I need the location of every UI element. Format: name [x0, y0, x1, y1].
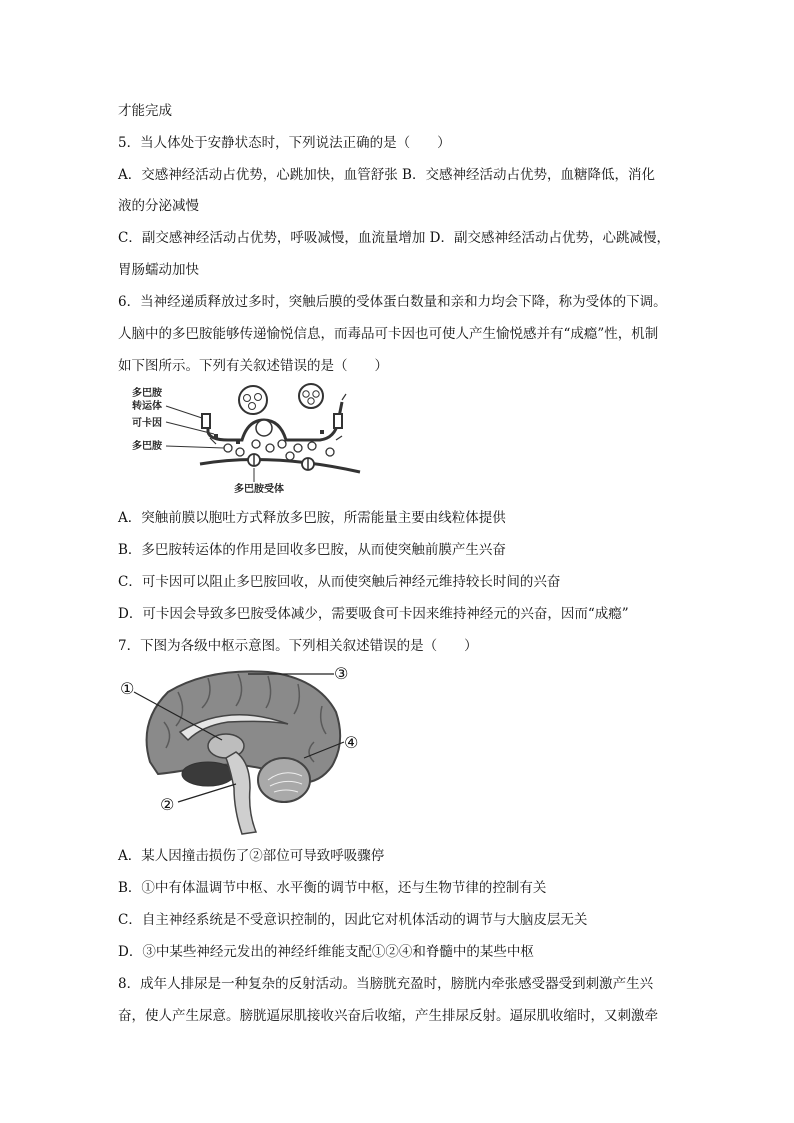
question-7-option-c: C．自主神经系统是不受意识控制的，因此它对机体活动的调节与大脑皮层无关	[118, 912, 588, 928]
brain-diagram	[118, 662, 358, 838]
question-5-option-ab-line1: A．交感神经活动占优势，心跳加快，血管舒张 B．交感神经活动占优势，血糖降低，消化	[118, 167, 655, 183]
question-6-stem-line1: 6．当神经递质释放过多时，突触后膜的受体蛋白数量和亲和力均会下降，称为受体的下调。	[118, 294, 667, 310]
marker-2: ②	[160, 795, 175, 814]
question-5-option-ab-line2: 液的分泌减慢	[118, 198, 199, 214]
question-8-stem-line2: 奋，使人产生尿意。膀胱逼尿肌接收兴奋后收缩，产生排尿反射。逼尿肌收缩时，又刺激牵	[118, 1008, 658, 1024]
marker-3: ③	[334, 664, 349, 683]
question-6-option-d: D．可卡因会导致多巴胺受体减少，需要吸食可卡因来维持神经元的兴奋，因而“成瘾”	[118, 606, 629, 622]
synapse-diagram	[130, 382, 370, 500]
question-5-option-cd-line2: 胃肠蠕动加快	[118, 262, 199, 278]
label-dopamine-receptor: 多巴胺受体	[234, 484, 284, 495]
presynaptic-membrane	[208, 402, 342, 440]
marker-4: ④	[344, 733, 358, 752]
question-5-option-cd-line1: C．副交感神经活动占优势，呼吸减慢，血流量增加 D．副交感神经活动占优势，心跳减慢，	[118, 230, 670, 246]
question-6-option-c: C．可卡因可以阻止多巴胺回收，从而使突触后神经元维持较长时间的兴奋	[118, 574, 561, 590]
label-transporter-2: 转运体	[132, 401, 162, 412]
question-7-stem: 7．下图为各级中枢示意图。下列相关叙述错误的是（ ）	[118, 638, 478, 654]
brain-figure	[118, 662, 358, 838]
question-6-option-b: B．多巴胺转运体的作用是回收多巴胺，从而使突触前膜产生兴奋	[118, 542, 506, 558]
label-cocaine: 可卡因	[132, 418, 162, 429]
transporter-left	[202, 414, 210, 428]
question-5-stem: 5．当人体处于安静状态时，下列说法正确的是（ ）	[118, 135, 451, 151]
question-6-stem-line2: 人脑中的多巴胺能够传递愉悦信息，而毒品可卡因也可使人产生愉悦感并有“成瘾”性，机制	[118, 326, 659, 342]
arrows	[210, 394, 346, 444]
cerebellum	[258, 758, 310, 802]
dopamine-receptors	[248, 454, 314, 470]
question-8-stem-line1: 8．成年人排尿是一种复杂的反射活动。当膀胱充盈时，膀胱内牵张感受器受到刺激产生兴	[118, 976, 654, 992]
transporter-right	[334, 414, 342, 428]
question-7-option-b: B．①中有体温调节中枢、水平衡的调节中枢，还与生物节律的控制有关	[118, 880, 547, 896]
question-7-option-a: A．某人因撞击损伤了②部位可导致呼吸骤停	[118, 848, 385, 864]
text-line: 才能完成	[118, 103, 172, 119]
postsynaptic-membrane	[200, 460, 360, 473]
synapse-figure	[130, 382, 370, 500]
marker-1: ①	[120, 679, 135, 698]
question-7-option-d: D．③中某些神经元发出的神经纤维能支配①②④和脊髓中的某些中枢	[118, 944, 534, 960]
question-6-option-a: A．突触前膜以胞吐方式释放多巴胺，所需能量主要由线粒体提供	[118, 510, 506, 526]
label-transporter-1: 多巴胺	[132, 388, 162, 399]
dopamine-molecules	[224, 440, 334, 460]
question-6-stem-line3: 如下图所示。下列有关叙述错误的是（ ）	[118, 358, 388, 374]
temporal-lobe	[182, 762, 234, 786]
label-dopamine: 多巴胺	[132, 441, 162, 452]
